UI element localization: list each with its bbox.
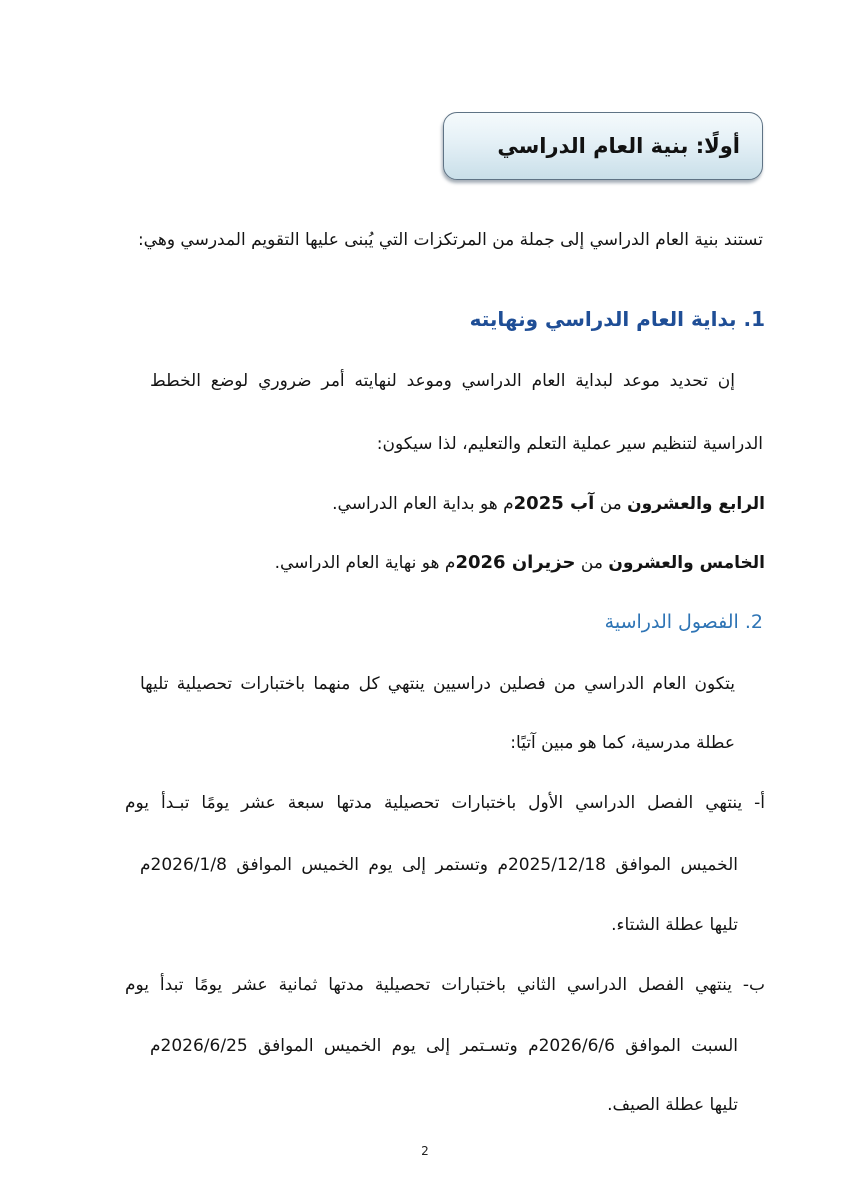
year-bounds-heading: 1. بداية العام الدراسي ونهايته — [469, 307, 765, 331]
year-end-rest: م هو نهاية العام الدراسي. — [274, 553, 456, 573]
semesters-paragraph-line: يتكون العام الدراسي من فصلين دراسيين ينتهي كل منهما باختبارات تحصيلية تليها — [140, 674, 735, 694]
semester-two-line: تليها عطلة الصيف. — [607, 1095, 738, 1115]
year-start-rest: م هو بداية العام الدراسي. — [332, 494, 514, 514]
semester-one-line: أ- ينتهي الفصل الدراسي الأول باختبارات تحصيلية مدتها سبعة عشر يومًا تبـدأ يوم — [125, 793, 765, 813]
year-end-day: الخامس والعشرون — [608, 553, 765, 573]
year-bounds-paragraph-line: إن تحديد موعد لبداية العام الدراسي وموعد لنهايته أمر ضروري لوضع الخطط — [150, 371, 735, 391]
intro-paragraph: تستند بنية العام الدراسي إلى جملة من المرتكزات التي يُبنى عليها التقويم المدرسي وهي: — [137, 230, 763, 250]
semesters-paragraph-line: عطلة مدرسية، كما هو مبين آتيًا: — [510, 733, 735, 753]
year-start-date: آب 2025 — [513, 493, 595, 514]
semester-one-line: الخميس الموافق 2025/12/18م وتستمر إلى يوم الخميس الموافق 2026/1/8م — [140, 855, 739, 875]
page-number: 2 — [421, 1144, 429, 1158]
year-start-line — [332, 492, 765, 516]
year-end-from: من — [580, 553, 603, 573]
semester-one-line: تليها عطلة الشتاء. — [611, 915, 738, 935]
year-start-from: من — [599, 494, 622, 514]
year-end-line — [275, 551, 765, 575]
semester-two-line: السبت الموافق 2026/6/6م وتسـتمر إلى يوم الخميس الموافق 2026/6/25م — [150, 1036, 738, 1056]
year-start-day: الرابع والعشرون — [627, 494, 765, 514]
section-header-box — [443, 112, 763, 180]
year-end-date: حزيران 2026 — [455, 552, 576, 573]
semesters-heading: 2. الفصول الدراسية — [604, 611, 763, 633]
semester-two-line: ب- ينتهي الفصل الدراسي الثاني باختبارات تحصيلية مدتها ثمانية عشر يومًا تبدأ يوم — [125, 975, 765, 995]
year-bounds-paragraph-line: الدراسية لتنظيم سير عملية التعلم والتعليم، لذا سيكون: — [376, 434, 763, 454]
section-title: أولًا: بنية العام الدراسي — [497, 134, 740, 158]
